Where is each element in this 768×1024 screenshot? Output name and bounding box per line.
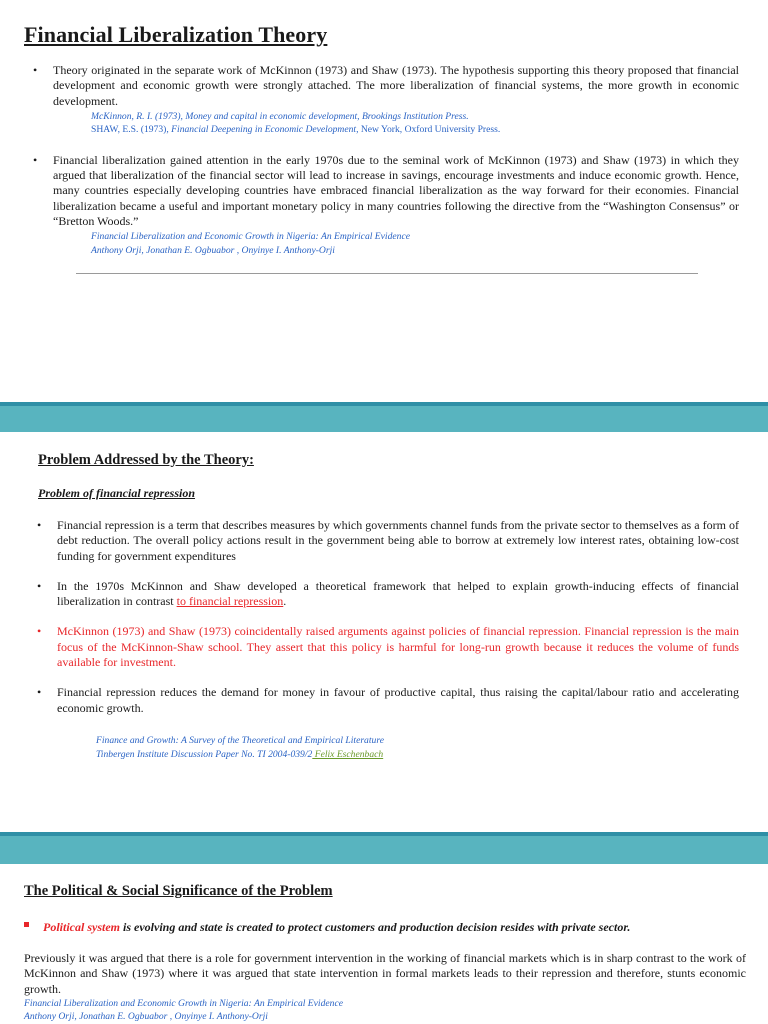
bullet-icon: • bbox=[37, 578, 42, 593]
slide-separator-band bbox=[0, 402, 768, 432]
citation: Anthony Orji, Jonathan E. Ogbuabor , Onyinye I. Anthony-Orji bbox=[24, 1011, 268, 1023]
list-item bbox=[33, 63, 739, 137]
citation: Financial Liberalization and Economic Growth in Nigeria: An Empirical Evidence bbox=[91, 231, 410, 243]
section-subheading: Problem of financial repression bbox=[38, 486, 196, 500]
bullet-icon: • bbox=[33, 63, 38, 77]
section-heading: Problem Addressed by the Theory: bbox=[38, 452, 254, 468]
citation-author: SHAW, E.S. (1973), bbox=[91, 124, 172, 136]
citation-block bbox=[96, 734, 384, 761]
bullet-list bbox=[37, 518, 739, 716]
bullet-text: Financial liberalization gained attention in the early 1970s due to the seminal work of McKinnon (1973) and Shaw (1973) in which they argued that liberalization of the financial sector will lead to increase in savings, encourage investments and induce economic growth. Hence, many countries especially developing countries have embraced financial liberalization as the way forward for their economies. Financial liberalization became a useful and important monetary policy in many countries following the directive from the “Washington Consensus” or “Bretton Woods.” bbox=[53, 152, 739, 229]
bullet-list bbox=[33, 63, 739, 257]
paragraph-block bbox=[24, 951, 746, 1024]
slide-title: Financial Liberalization Theory bbox=[24, 22, 328, 47]
bullet-icon: • bbox=[37, 518, 42, 532]
citation: Finance and Growth: A Survey of the Theoretical and Empirical Literature bbox=[96, 735, 384, 746]
slide-separator-band bbox=[0, 832, 768, 864]
bullet-icon: • bbox=[33, 152, 38, 167]
square-bullet-icon bbox=[24, 922, 29, 927]
bullet-text: Financial repression reduces the demand for money in favour of productive capital, thus raising the capital/labour ratio and accelerating economic growth. bbox=[57, 685, 739, 715]
citation: Tinbergen Institute Discussion Paper No. TI 2004-039/2 Felix Eschenbach bbox=[96, 748, 384, 760]
bullet-icon: • bbox=[37, 685, 42, 700]
bullet-text: Political system is evolving and state is created to protect customers and production decision resides with private sector. bbox=[43, 920, 631, 934]
bullet-text: Theory originated in the separate work of McKinnon (1973) and Shaw (1973). The hypothesis supporting this theory proposed that financial development and economic growth were strongly attached. The more liberalization of financial systems, the more growth in economic development. bbox=[53, 63, 739, 108]
citation-publisher: , New York, Oxford University Press. bbox=[356, 124, 501, 136]
slide-political-social-significance bbox=[0, 864, 768, 1024]
list-item bbox=[33, 152, 739, 257]
citation: Anthony Orji, Jonathan E. Ogbuabor , Onyinye I. Anthony-Orji bbox=[91, 244, 335, 256]
citation-title: Financial Deepening in Economic Development bbox=[171, 124, 357, 136]
citation: McKinnon, R. I. (1973), Money and capital in economic development, Brookings Institution Press. bbox=[91, 110, 469, 122]
slide-financial-liberalization-theory bbox=[0, 0, 768, 402]
bullet-text: In the 1970s McKinnon and Shaw developed a theoretical framework that helped to explain growth-inducing effects of financial liberalization in contrast to financial repression. bbox=[57, 578, 739, 609]
list-item bbox=[37, 624, 739, 670]
list-item bbox=[37, 685, 739, 716]
bullet-icon: • bbox=[37, 624, 42, 639]
slide-problem-addressed bbox=[0, 432, 768, 832]
divider bbox=[76, 273, 698, 274]
citation bbox=[91, 123, 739, 137]
bullet-text: Financial repression is a term that describes measures by which governments channel funds from the private sector to themselves as a form of debt reduction. The overall policy actions result in the government being able to borrow at extremely low interest rates, obtaining low-cost funding for government expenditures bbox=[57, 518, 739, 563]
bullet-text-highlighted: McKinnon (1973) and Shaw (1973) coincidentally raised arguments against policies of financial repression. Financial repression is the main focus of the McKinnon-Shaw school. They assert that this policy is harmful for long-run growth because it reduces the volume of funds available for investment. bbox=[57, 624, 739, 670]
author-link[interactable]: Felix Eschenbach bbox=[312, 748, 384, 760]
section-heading: The Political & Social Significance of the Problem bbox=[24, 883, 333, 899]
emphasis-text: Political system bbox=[43, 920, 120, 934]
list-item bbox=[37, 518, 739, 564]
link-financial-repression[interactable]: to financial repression bbox=[176, 594, 284, 609]
list-item bbox=[37, 578, 739, 610]
paragraph: Previously it was argued that there is a role for government intervention in the working of financial markets which is in sharp contrast to the work of McKinnon and Shaw (1973) where it was argued that state intervention in formal markets leads to their repression and therefore, stunts economic growth. bbox=[24, 951, 746, 996]
citation: Financial Liberalization and Economic Growth in Nigeria: An Empirical Evidence bbox=[24, 997, 343, 1009]
